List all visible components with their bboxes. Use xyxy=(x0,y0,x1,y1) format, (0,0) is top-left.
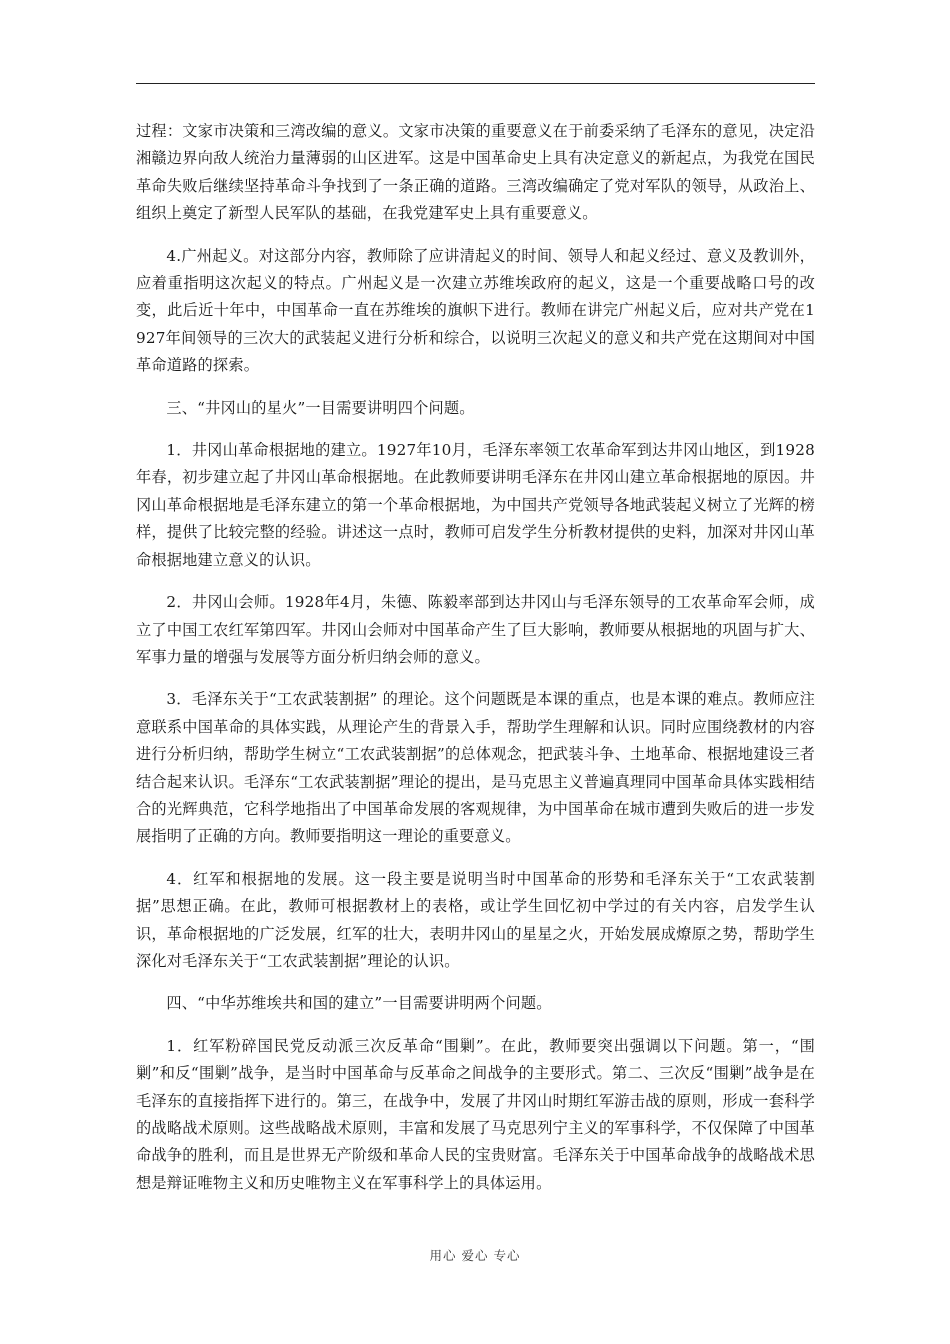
paragraph-guangzhou-uprising: 4.广州起义。对这部分内容，教师除了应讲清起义的时间、领导人和起义经过、意义及教训外，应着重指明这次起义的特点。广州起义是一次建立苏维埃政府的起义，这是一个重要战略口号的改变，此后近十年中，中国革命一直在苏维埃的旗帜下进行。教师在讲完广州起义后，应对共产党在1927年间领导的三次大的武装起义进行分析和综合，以说明三次起义的意义和共产党在这期间对中国革命道路的探索。 xyxy=(136,246,815,375)
paragraph-armed-separatism-theory: 3．毛泽东关于“工农武装割据” 的理论。这个问题既是本课的重点，也是本课的难点。教师应注意联系中国革命的具体实践，从理论产生的背景入手，帮助学生理解和认识。同时应围绕教材的内容进行分析归纳，帮助学生树立“工农武装割据”的总体观念，把武装斗争、土地革命、根据地建设三者结合起来认识。毛泽东“工农武装割据”理论的提出，是马克思主义普遍真理同中国革命具体实践相结合的光辉典范，它科学地指出了中国革命发展的客观规律，为中国革命在城市遭到失败后的进一步发展指明了正确的方向。教师要指明这一理论的重要意义。 xyxy=(136,690,815,846)
paragraph-continuation: 过程：文家市决策和三湾改编的意义。文家市决策的重要意义在于前委采纳了毛泽东的意见，决定沿湘赣边界向敌人统治力量薄弱的山区进军。这是中国革命史上具有决定意义的新起点，为我党在国民革命失败后继续坚持革命斗争找到了一条正确的道路。三湾改编确定了党对军队的领导，从政治上、组织上奠定了新型人民军队的基础，在我党建军史上具有重要意义。 xyxy=(136,122,815,223)
paragraph-jinggangshan-meeting: 2．井冈山会师。1928年4月，朱德、陈毅率部到达井冈山与毛泽东领导的工农革命军会师，成立了中国工农红军第四军。井冈山会师对中国革命产生了巨大影响，教师要从根据地的巩固与扩大、军事力量的增强与发展等方面分析归纳会师的意义。 xyxy=(136,593,815,666)
paragraph-base-establishment: 1．井冈山革命根据地的建立。1927年10月，毛泽东率领工农革命军到达井冈山地区，到1928年春，初步建立起了井冈山革命根据地。在此教师要讲明毛泽东在井冈山建立革命根据地的原因。井冈山革命根据地是毛泽东建立的第一个革命根据地，为中国共产党领导各地武装起义树立了光辉的榜样，提供了比较完整的经验。讲述这一点时，教师可启发学生分析教材提供的史料，加深对井冈山革命根据地建立意义的认识。 xyxy=(136,441,815,569)
section-heading-jinggangshan: 三、“井冈山的星火”一目需要讲明四个问题。 xyxy=(166,398,475,417)
header-rule xyxy=(136,83,815,84)
paragraph-red-army-development: 4．红军和根据地的发展。这一段主要是说明当时中国革命的形势和毛泽东关于“工农武装割据”思想正确。在此，教师可根据教材上的表格，或让学生回忆初中学过的有关内容，启发学生认识，革命根据地的广泛发展，红军的壮大，表明井冈山的星星之火，开始发展成燎原之势，帮助学生深化对毛泽东关于“工农武装割据”理论的认识。 xyxy=(136,869,815,970)
section-heading-soviet-republic: 四、“中华苏维埃共和国的建立”一目需要讲明两个问题。 xyxy=(166,994,552,1013)
document-body xyxy=(136,118,815,1212)
paragraph-counter-encirclement: 1．红军粉碎国民党反动派三次反革命“围剿”。在此，教师要突出强调以下问题。第一，“围剿”和反“围剿”战争，是当时中国革命与反革命之间战争的主要形式。第二、三次反“围剿”战争是在毛泽东的直接指挥下进行的。第三，在战争中，发展了井冈山时期红军游击战的原则，形成一套科学的战略战术原则。这些战略战术原则，丰富和发展了马克思列宁主义的军事科学，不仅保障了中国革命战争的胜利，而且是世界无产阶级和革命人民的宝贵财富。毛泽东关于中国革命战争的战略战术思想是辩证唯物主义和历史唯物主义在军事科学上的具体运用。 xyxy=(136,1036,815,1192)
page-footer: 用心 爱心 专心 xyxy=(429,1248,521,1263)
